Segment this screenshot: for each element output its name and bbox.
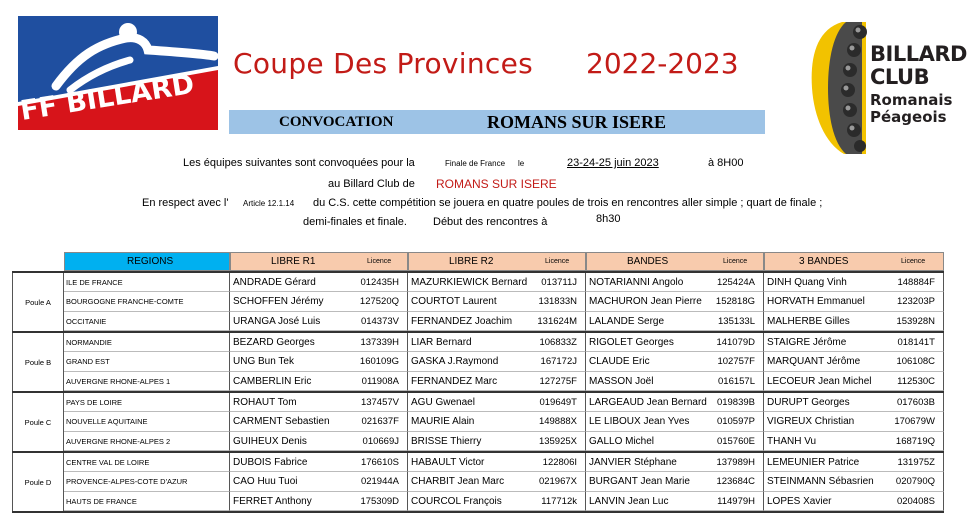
licence-number: 018141T	[897, 337, 935, 348]
player-cell	[586, 333, 764, 352]
table-row	[64, 492, 944, 511]
player-name: UNG Bun Tek	[233, 356, 294, 368]
player-name: CHARBIT Jean Marc	[411, 476, 505, 488]
player-name: CARMENT Sebastien	[233, 416, 330, 428]
player-name: FERNANDEZ Joachim	[411, 315, 513, 327]
player-name: DINH Quang Vinh	[767, 277, 847, 288]
licence-number: 175309D	[360, 495, 399, 507]
player-cell	[586, 492, 764, 511]
licence-number: 127275F	[539, 375, 577, 387]
header-libre-r1: LIBRE R1 Licence	[230, 252, 408, 271]
svg-text:FF BILLARD: FF BILLARD	[18, 68, 197, 127]
region-cell: NOUVELLE AQUITAINE	[64, 412, 230, 431]
player-name: GUIHEUX Denis	[233, 435, 307, 447]
convocation-label: CONVOCATION	[279, 114, 394, 130]
player-cell	[764, 312, 944, 331]
player-cell	[230, 412, 408, 431]
intro-text: le	[518, 159, 525, 168]
licence-number: 152818G	[715, 296, 755, 308]
player-cell	[408, 472, 586, 491]
venue-city: ROMANS SUR ISERE	[487, 112, 667, 132]
player-name: LALANDE Serge	[589, 315, 665, 327]
licence-number: 125424A	[716, 277, 755, 288]
player-cell	[230, 292, 408, 311]
player-cell	[230, 312, 408, 331]
licence-number: 012435H	[360, 277, 399, 288]
licence-number: 131833N	[538, 296, 577, 308]
player-name: HABAULT Victor	[411, 457, 485, 468]
player-name: LIAR Bernard	[411, 337, 472, 348]
poule-label: Poule A	[12, 273, 64, 331]
licence-number: 149888X	[538, 416, 577, 428]
licence-number: 021637F	[361, 416, 399, 428]
player-name: URANGA José Luis	[233, 315, 321, 327]
table-row	[64, 412, 944, 431]
licence-number: 160109G	[359, 356, 399, 368]
table-row	[64, 333, 944, 352]
player-cell	[230, 333, 408, 352]
player-cell	[230, 372, 408, 391]
player-cell	[586, 412, 764, 431]
player-cell	[764, 273, 944, 292]
poule-group	[12, 271, 944, 331]
player-cell	[764, 292, 944, 311]
player-cell	[764, 472, 944, 491]
header-bandes: BANDES Licence	[586, 252, 764, 271]
player-cell	[764, 333, 944, 352]
player-cell	[230, 352, 408, 371]
region-cell: AUVERGNE RHONE-ALPES 2	[64, 432, 230, 451]
player-cell	[408, 273, 586, 292]
player-cell	[586, 472, 764, 491]
intro-text: au Billard Club de	[328, 178, 415, 190]
article-ref: Article 12.1.14	[243, 199, 295, 208]
table-row	[64, 292, 944, 311]
player-name: ROHAUT Tom	[233, 397, 297, 408]
club-name-line: BILLARD	[870, 42, 967, 66]
region-cell: OCCITANIE	[64, 312, 230, 331]
licence-number: 170679W	[894, 416, 935, 428]
table-row	[64, 352, 944, 371]
poule-label: Poule C	[12, 393, 64, 451]
licence-number: 167172J	[540, 356, 577, 368]
licence-number: 148884F	[897, 277, 935, 288]
player-name: THANH Vu	[767, 435, 817, 447]
licence-number: 153928N	[896, 315, 935, 327]
licence-number: 122806I	[542, 457, 577, 468]
intro-text: demi-finales et finale.	[303, 216, 407, 228]
licence-number: 176610S	[360, 457, 399, 468]
licence-number: 010669J	[362, 435, 399, 447]
start-time: à 8H00	[708, 157, 744, 169]
licence-number: 106833Z	[539, 337, 577, 348]
player-name: MARQUANT Jérôme	[767, 356, 861, 368]
table-row	[64, 432, 944, 451]
licence-number: 137457V	[360, 397, 399, 408]
player-cell	[408, 393, 586, 412]
event-dates: 23-24-25 juin 2023	[567, 157, 659, 169]
licence-number: 013711J	[541, 277, 577, 288]
player-cell	[586, 372, 764, 391]
region-cell: ILE DE FRANCE	[64, 273, 230, 292]
player-name: NOTARIANNI Angolo	[589, 277, 684, 288]
player-cell	[230, 273, 408, 292]
region-cell: PROVENCE-ALPES-COTE D'AZUR	[64, 472, 230, 491]
player-cell	[586, 432, 764, 451]
player-name: BURGANT Jean Marie	[589, 476, 690, 488]
region-cell: PAYS DE LOIRE	[64, 393, 230, 412]
poule-group	[12, 391, 944, 451]
intro-text: du C.S. cette compétition se jouera en quatre poules de trois en rencontres aller simple ; quart de finale ;	[313, 197, 823, 209]
player-name: MAZURKIEWICK Bernard	[411, 277, 528, 288]
player-name: JANVIER Stéphane	[589, 457, 677, 468]
player-name: ANDRADE Gérard	[233, 277, 316, 288]
player-cell	[764, 412, 944, 431]
poule-group	[12, 331, 944, 391]
intro-text: Début des rencontres à	[433, 216, 548, 228]
table-row	[64, 472, 944, 491]
player-name: STEINMANN Sébasrien	[767, 476, 874, 488]
player-cell	[230, 492, 408, 511]
player-cell	[408, 453, 586, 472]
player-cell	[230, 432, 408, 451]
table-row	[64, 273, 944, 292]
player-cell	[408, 492, 586, 511]
player-cell	[408, 312, 586, 331]
poule-label: Poule D	[12, 453, 64, 511]
player-name: LE LIBOUX Jean Yves	[589, 416, 690, 428]
player-cell	[408, 432, 586, 451]
licence-number: 141079D	[716, 337, 755, 348]
licence-number: 117712k	[541, 495, 577, 507]
player-cell	[586, 292, 764, 311]
player-name: COURTOT Laurent	[411, 296, 497, 308]
licence-number: 015760E	[716, 435, 755, 447]
licence-number: 020408S	[896, 495, 935, 507]
region-cell: NORMANDIE	[64, 333, 230, 352]
intro-text: En respect avec l'	[142, 197, 229, 209]
player-cell	[230, 472, 408, 491]
poule-label: Poule B	[12, 333, 64, 391]
player-name: CAMBERLIN Eric	[233, 375, 312, 387]
player-cell	[230, 393, 408, 412]
licence-number: 016157L	[718, 375, 755, 387]
licence-number: 123684C	[716, 476, 755, 488]
region-cell: GRAND EST	[64, 352, 230, 371]
table-row	[64, 312, 944, 331]
player-cell	[764, 432, 944, 451]
ff-billard-logo	[18, 16, 218, 130]
licence-number: 106108C	[896, 356, 935, 368]
player-cell	[408, 352, 586, 371]
region-cell: BOURGOGNE FRANCHE-COMTE	[64, 292, 230, 311]
player-name: LOPES Xavier	[767, 495, 832, 507]
licence-number: 114979H	[717, 495, 755, 507]
licence-number: 131624M	[537, 315, 577, 327]
header-3-bandes: 3 BANDES Licence	[764, 252, 944, 271]
season: 2022-2023	[586, 47, 739, 80]
region-cell: AUVERGNE RHONE-ALPES 1	[64, 372, 230, 391]
player-cell	[230, 453, 408, 472]
table-row	[64, 453, 944, 472]
licence-number: 021967X	[538, 476, 577, 488]
region-cell: CENTRE VAL DE LOIRE	[64, 453, 230, 472]
licence-number: 019839B	[716, 397, 755, 408]
player-name: BRISSE Thierry	[411, 435, 482, 447]
player-name: DURUPT Georges	[767, 397, 850, 408]
match-start-time: 8h30	[596, 213, 621, 225]
player-name: GASKA J.Raymond	[411, 356, 499, 368]
licence-number: 168719Q	[895, 435, 935, 447]
player-name: SCHOFFEN Jérémy	[233, 296, 324, 308]
player-name: MAURIE Alain	[411, 416, 475, 428]
table-row	[64, 393, 944, 412]
player-cell	[408, 412, 586, 431]
club-name-line: Romanais	[870, 91, 953, 109]
player-name: COURCOL François	[411, 495, 502, 507]
licence-number: 137339H	[360, 337, 399, 348]
licence-number: 127520Q	[359, 296, 399, 308]
licence-number: 019649T	[539, 397, 577, 408]
licence-number: 131975Z	[897, 457, 935, 468]
licence-number: 123203P	[896, 296, 935, 308]
player-cell	[764, 352, 944, 371]
player-cell	[586, 312, 764, 331]
player-cell	[408, 372, 586, 391]
page-title: Coupe Des Provinces	[233, 47, 534, 80]
region-cell: HAUTS DE FRANCE	[64, 492, 230, 511]
intro-text: Finale de France	[445, 159, 506, 168]
player-cell	[408, 333, 586, 352]
player-name: MASSON Joël	[589, 375, 654, 387]
player-name: CLAUDE Eric	[589, 356, 650, 368]
intro-text: Les équipes suivantes sont convoquées pour la	[183, 157, 415, 169]
player-name: MACHURON Jean Pierre	[589, 296, 702, 308]
player-name: STAIGRE Jérôme	[767, 337, 847, 348]
player-cell	[586, 453, 764, 472]
player-name: LECOEUR Jean Michel	[767, 375, 872, 387]
header-libre-r2: LIBRE R2 Licence	[408, 252, 586, 271]
player-cell	[764, 453, 944, 472]
player-cell	[586, 273, 764, 292]
player-name: AGU Gwenael	[411, 397, 475, 408]
player-cell	[764, 372, 944, 391]
player-cell	[586, 393, 764, 412]
player-name: LEMEUNIER Patrice	[767, 457, 860, 468]
player-name: FERRET Anthony	[233, 495, 312, 507]
licence-number: 011908A	[361, 375, 399, 387]
table-row	[64, 372, 944, 391]
player-cell	[408, 292, 586, 311]
licence-number: 021944A	[360, 476, 399, 488]
player-name: LARGEAUD Jean Bernard	[589, 397, 707, 408]
player-name: LANVIN Jean Luc	[589, 495, 669, 507]
venue-name: ROMANS SUR ISERE	[436, 177, 557, 191]
poule-group	[12, 451, 944, 513]
player-name: HORVATH Emmanuel	[767, 296, 865, 308]
player-name: VIGREUX Christian	[767, 416, 855, 428]
player-name: DUBOIS Fabrice	[233, 457, 308, 468]
player-name: GALLO Michel	[589, 435, 655, 447]
club-name-line: Péageois	[870, 108, 947, 126]
player-cell	[764, 492, 944, 511]
club-name	[870, 44, 966, 125]
licence-number: 135133L	[718, 315, 755, 327]
licence-number: 017603B	[896, 397, 935, 408]
club-name-line: CLUB	[870, 65, 930, 89]
licence-number: 112530C	[897, 375, 935, 387]
player-name: MALHERBE Gilles	[767, 315, 850, 327]
player-name: RIGOLET Georges	[589, 337, 674, 348]
convocation-banner	[229, 110, 765, 134]
licence-number: 135925X	[538, 435, 577, 447]
player-name: FERNANDEZ Marc	[411, 375, 498, 387]
player-cell	[764, 393, 944, 412]
table-body	[12, 271, 944, 513]
licence-number: 014373V	[360, 315, 399, 327]
licence-number: 020790Q	[895, 476, 935, 488]
player-name: CAO Huu Tuoi	[233, 476, 298, 488]
header-regions: REGIONS	[64, 252, 230, 271]
player-name: BEZARD Georges	[233, 337, 315, 348]
licence-number: 010597P	[716, 416, 755, 428]
player-cell	[586, 352, 764, 371]
licence-number: 137989H	[716, 457, 755, 468]
licence-number: 102757F	[717, 356, 755, 368]
